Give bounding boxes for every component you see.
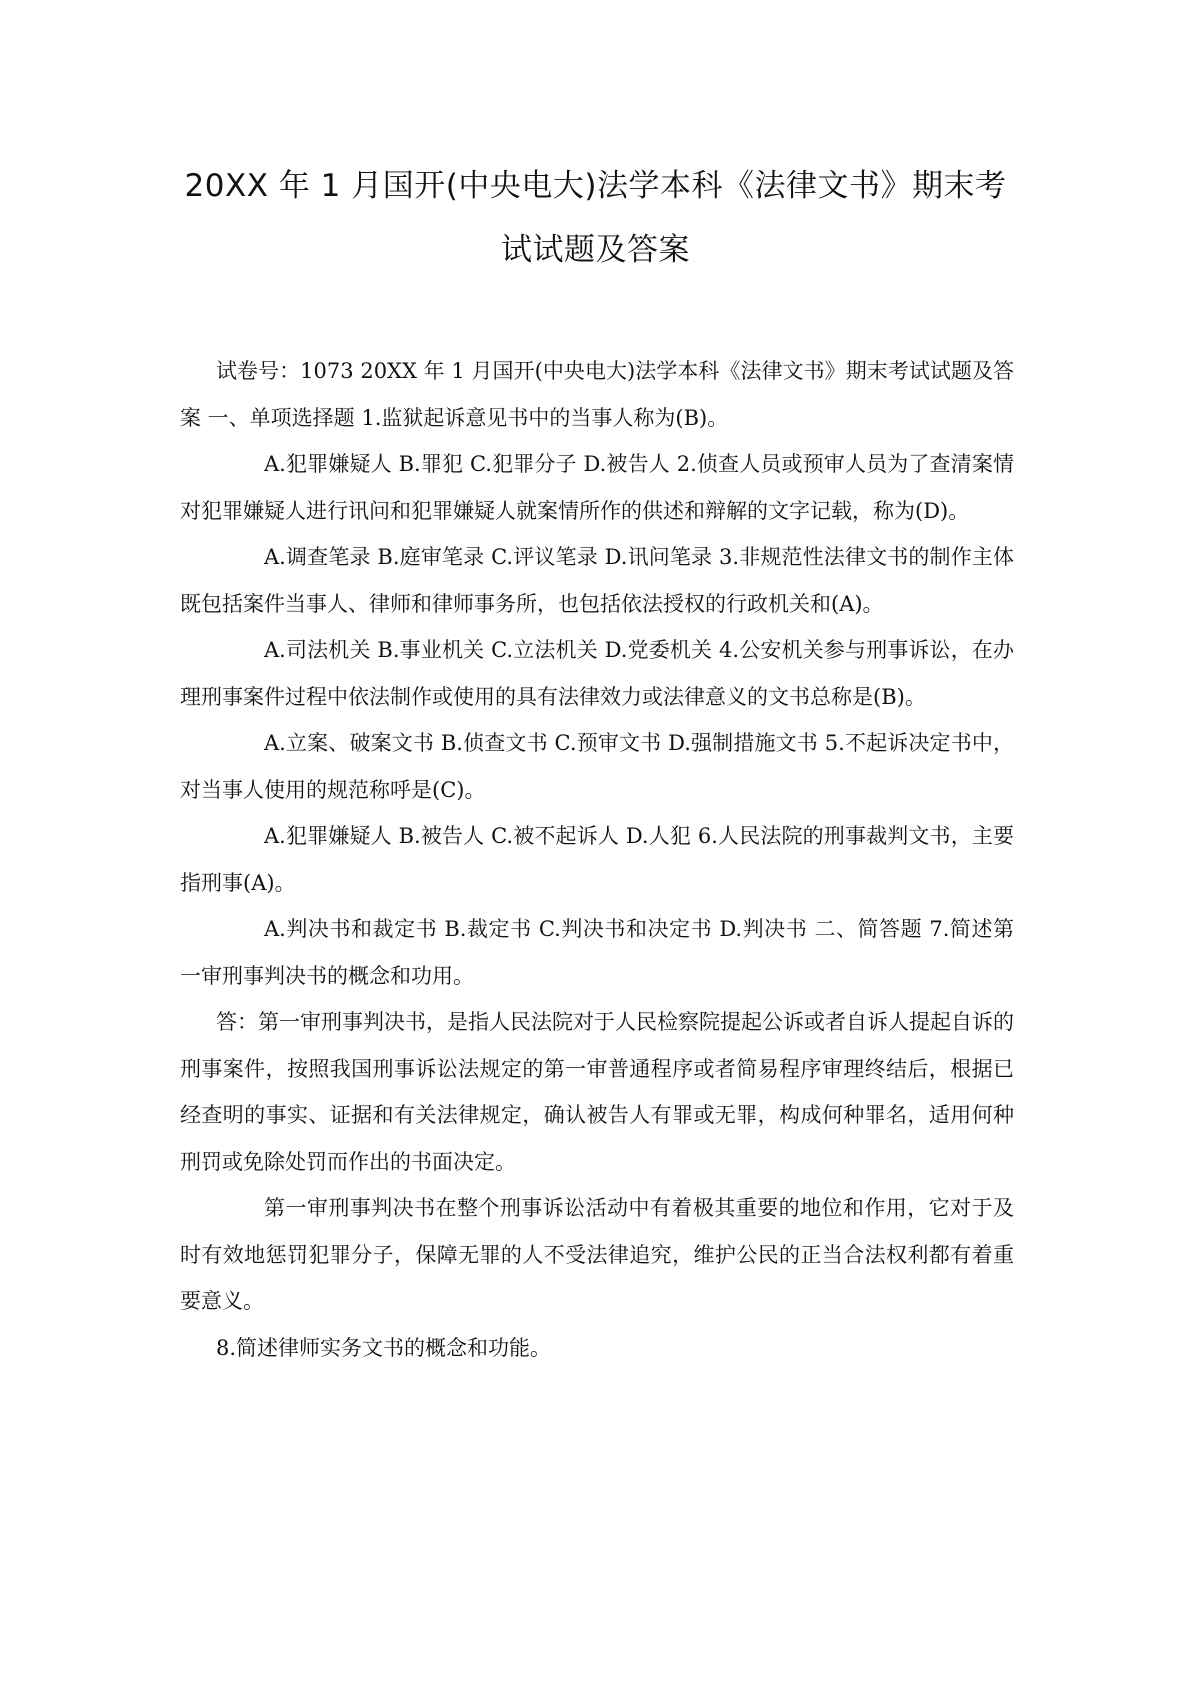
paragraph-q7-answer-1: 答：第一审刑事判决书，是指人民法院对于人民检察院提起公诉或者自诉人提起自诉的刑事案件，按照我国刑事诉讼法规定的第一审普通程序或者简易程序审理终结后，根据已经查明的事实、证据和有关法律规定，确认被告人有罪或无罪，构成何种罪名，适用何种刑罚或免除处罚而作出的书面决定。 [180, 1010, 1014, 1174]
document-title-line-1: 20XX 年 1 月国开(中央电大)法学本科《法律文书》期末考 [184, 168, 1007, 204]
paragraph-exam-intro: 试卷号：1073 20XX 年 1 月国开(中央电大)法学本科《法律文书》期末考试试题及答案 一、单项选择题 1.监狱起诉意见书中的当事人称为(B)。 [180, 359, 1014, 430]
document-title-line-2: 试试题及答案 [501, 232, 690, 268]
paragraph-q3-options-q4: A.司法机关 B.事业机关 C.立法机关 D.党委机关 4.公安机关参与刑事诉讼，在办理刑事案件过程中依法制作或使用的具有法律效力或法律意义的文书总称是(B)。 [180, 638, 1014, 709]
paragraph-q2-options-q3: A.调查笔录 B.庭审笔录 C.评议笔录 D.讯问笔录 3.非规范性法律文书的制作主体既包括案件当事人、律师和律师事务所，也包括依法授权的行政机关和(A)。 [180, 545, 1014, 616]
paragraph-q7-answer-2: 第一审刑事判决书在整个刑事诉讼活动中有着极其重要的地位和作用，它对于及时有效地惩罚犯罪分子，保障无罪的人不受法律追究，维护公民的正当合法权利都有着重要意义。 [180, 1196, 1014, 1313]
paragraph-q1-options-q2: A.犯罪嫌疑人 B.罪犯 C.犯罪分子 D.被告人 2.侦查人员或预审人员为了查清案情对犯罪嫌疑人进行讯问和犯罪嫌疑人就案情所作的供述和辩解的文字记载，称为(D)。 [180, 452, 1014, 523]
document-body [180, 348, 1014, 1371]
paragraph-q8: 8.简述律师实务文书的概念和功能。 [216, 1335, 552, 1360]
paragraph-q4-options-q5: A.立案、破案文书 B.侦查文书 C.预审文书 D.强制措施文书 5.不起诉决定书中，对当事人使用的规范称呼是(C)。 [180, 731, 1014, 802]
paragraph-q5-options-q6: A.犯罪嫌疑人 B.被告人 C.被不起诉人 D.人犯 6.人民法院的刑事裁判文书，主要指刑事(A)。 [180, 824, 1014, 895]
paragraph-q6-options-q7: A.判决书和裁定书 B.裁定书 C.判决书和决定书 D.判决书 二、简答题 7.简述第一审刑事判决书的概念和功用。 [180, 917, 1014, 988]
